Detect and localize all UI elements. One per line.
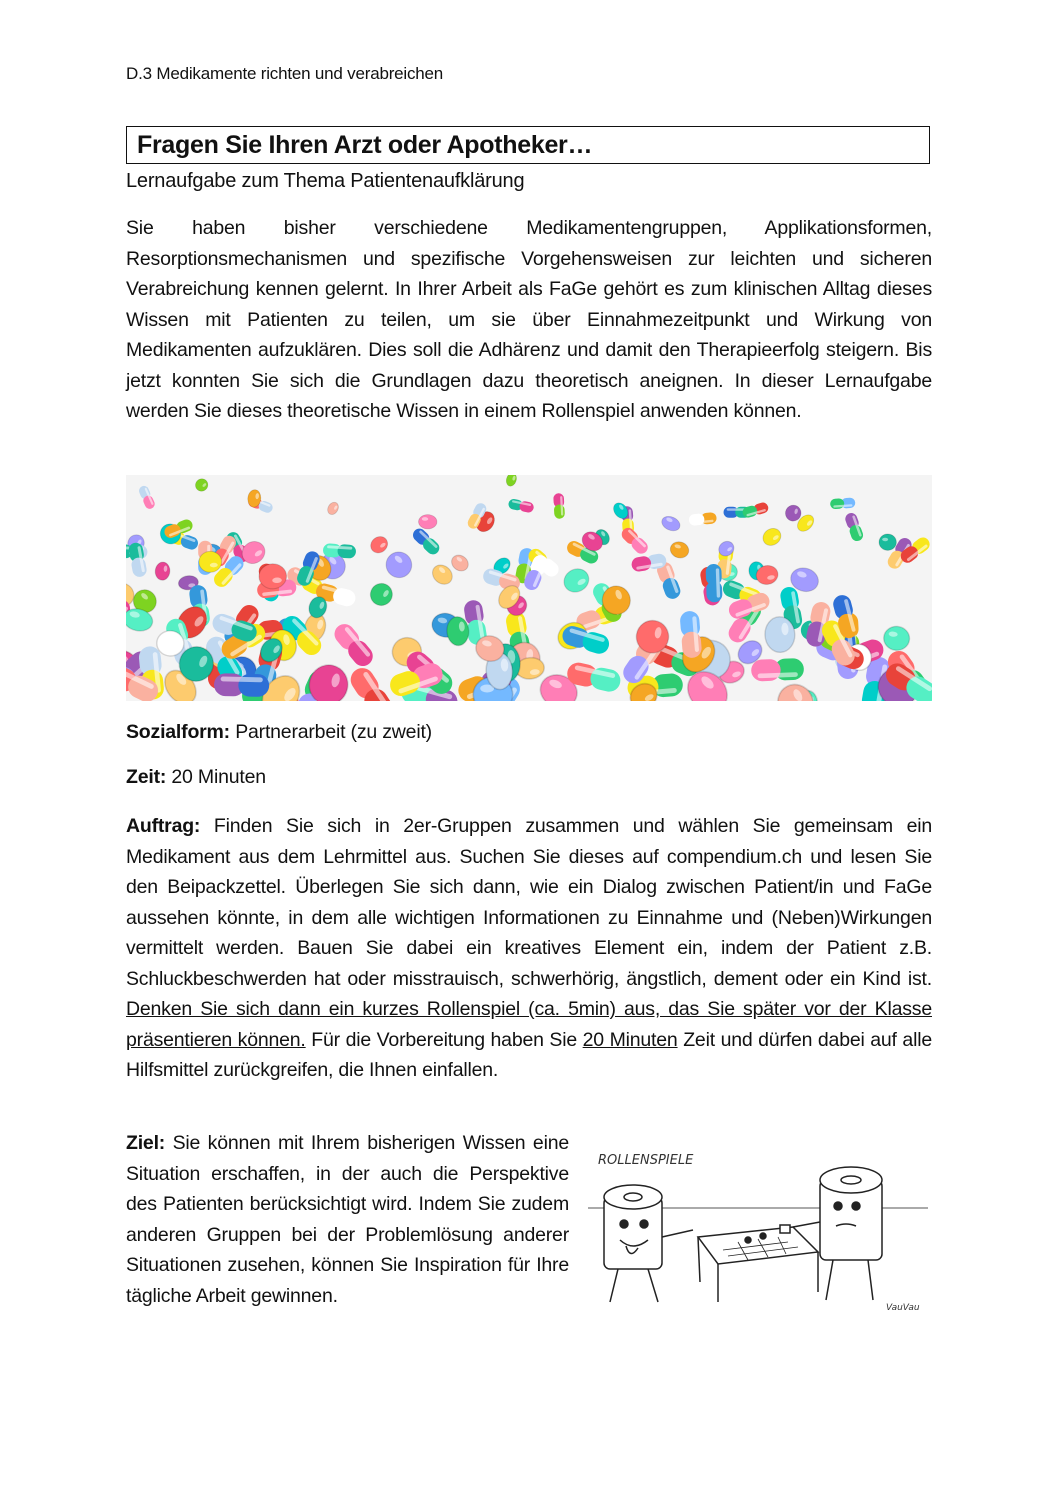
sozialform-label: Sozialform: [126, 721, 230, 743]
cartoon-illustration [588, 1142, 933, 1317]
right-roll-character [793, 1167, 882, 1300]
game-table [698, 1225, 818, 1302]
pill [619, 525, 650, 556]
auftrag-text-2: Für die Vorbereitung haben Sie [305, 1028, 583, 1051]
page-header: D.3 Medikamente richten und verabreichen [126, 64, 444, 83]
ziel-label: Ziel: [126, 1132, 166, 1154]
pill [772, 678, 820, 701]
pill [844, 511, 865, 542]
pill [446, 616, 470, 646]
auftrag-underline-2: 20 Minuten [582, 1028, 678, 1051]
sozialform-line [126, 721, 432, 744]
pill [879, 534, 897, 551]
pill [305, 661, 351, 701]
pill [760, 525, 784, 549]
auftrag-text-3: Zeit und dürfen dabei auf alle Hilfsmittel zurückgreifen, die Ihnen einfallen. [126, 1028, 932, 1081]
pill [830, 497, 856, 509]
rollenspiele-cartoon [588, 1142, 933, 1317]
pill [449, 552, 472, 574]
auftrag-paragraph [126, 811, 932, 1086]
pill [668, 540, 690, 561]
zeit-line [126, 766, 266, 789]
pills-illustration [126, 475, 932, 701]
auftrag-text-1: Finden Sie sich in 2er-Gruppen zusammen und wählen Sie gemeinsam ein Medikament aus dem Lehrmittel aus. Suchen Sie dieses auf compendium.ch und lesen Sie den Beipackzettel. Überlegen Sie sich dann, wie ein Dialog zwischen Patient/in und FaGe aussehen könnte, in dem alle wichtigen Informationen zu Einnahme und (Neben)Wirkungen vermittelt werden. Bauen Sie dabei ein kreatives Element ein, indem der Patient z.B. Schluckbeschwerden hat oder misstrauisch, schwerhörig, ängstlich, dement oder ein Kind ist. [126, 815, 932, 990]
auftrag-underline-1: Denken Sie sich dann ein kurzes Rollenspiel (ca. 5min) aus, das Sie später vor der Klasse präsentieren können. [126, 998, 932, 1051]
pill [660, 514, 683, 534]
pill [883, 625, 911, 651]
pill [688, 512, 717, 526]
pill [155, 562, 171, 581]
cartoon-signature: VauVau [886, 1303, 920, 1313]
pill [193, 476, 211, 494]
pill [326, 500, 341, 516]
ziel-paragraph [126, 1128, 569, 1311]
zeit-value: 20 Minuten [166, 766, 266, 788]
pill [346, 664, 396, 701]
pill [741, 501, 769, 519]
pill [137, 484, 156, 510]
pill [259, 563, 287, 589]
pill [410, 526, 442, 557]
pill [505, 475, 518, 487]
cartoon-caption: ROLLENSPIELE [598, 1153, 694, 1168]
left-roll-character [604, 1185, 693, 1302]
pill [679, 610, 702, 658]
pill [508, 498, 535, 513]
auftrag-label: Auftrag: [126, 815, 201, 837]
page-subtitle: Lernaufgabe zum Thema Patientenaufklärung [126, 170, 525, 192]
pill [418, 515, 437, 529]
pills-image [126, 475, 932, 701]
intro-paragraph: Sie haben bisher verschiedene Medikamentengruppen, Applikationsformen, Resorptionsmechanismen und spezifische Vorgehensweisen zur leichten und sicheren Verabreichung kennen gelernt. In Ihrer Arbeit als FaGe gehört es zum klinischen Alltag dieses Wissen mit Patienten zu teilen, um sie über Einnahmezeitpunkt und Wirkung von Medikamenten aufzuklären. Dies soll die Adhärenz und damit den Therapieerfolg steigern. Bis jetzt konnten Sie sich die Grundlagen dazu theoretisch aneignen. In dieser Lernaufgabe werden Sie dieses theoretische Wissen in einem Rollenspiel anwenden können. [126, 217, 932, 422]
title-box [126, 126, 930, 164]
pill [553, 493, 565, 519]
pill [367, 533, 390, 556]
page-title: Fragen Sie Ihren Arzt oder Apotheker… [137, 131, 593, 159]
ziel-text: Sie können mit Ihrem bisherigen Wissen eine Situation erschaffen, in der auch die Perspektive des Patienten berücksichtigt wird. Indem Sie zudem anderen Gruppen bei der Problemlösung anderer Situationen zusehen, können Sie Inspiration für Ihre tägliche Arbeit gewinnen. [126, 1132, 569, 1307]
pill [560, 564, 593, 596]
pill [381, 547, 417, 583]
zeit-label: Zeit: [126, 766, 167, 788]
sozialform-value: Partnerarbeit (zu zweit) [229, 721, 432, 743]
pill [366, 579, 396, 609]
pill [198, 551, 222, 573]
pill [751, 658, 804, 682]
pill [330, 620, 376, 670]
